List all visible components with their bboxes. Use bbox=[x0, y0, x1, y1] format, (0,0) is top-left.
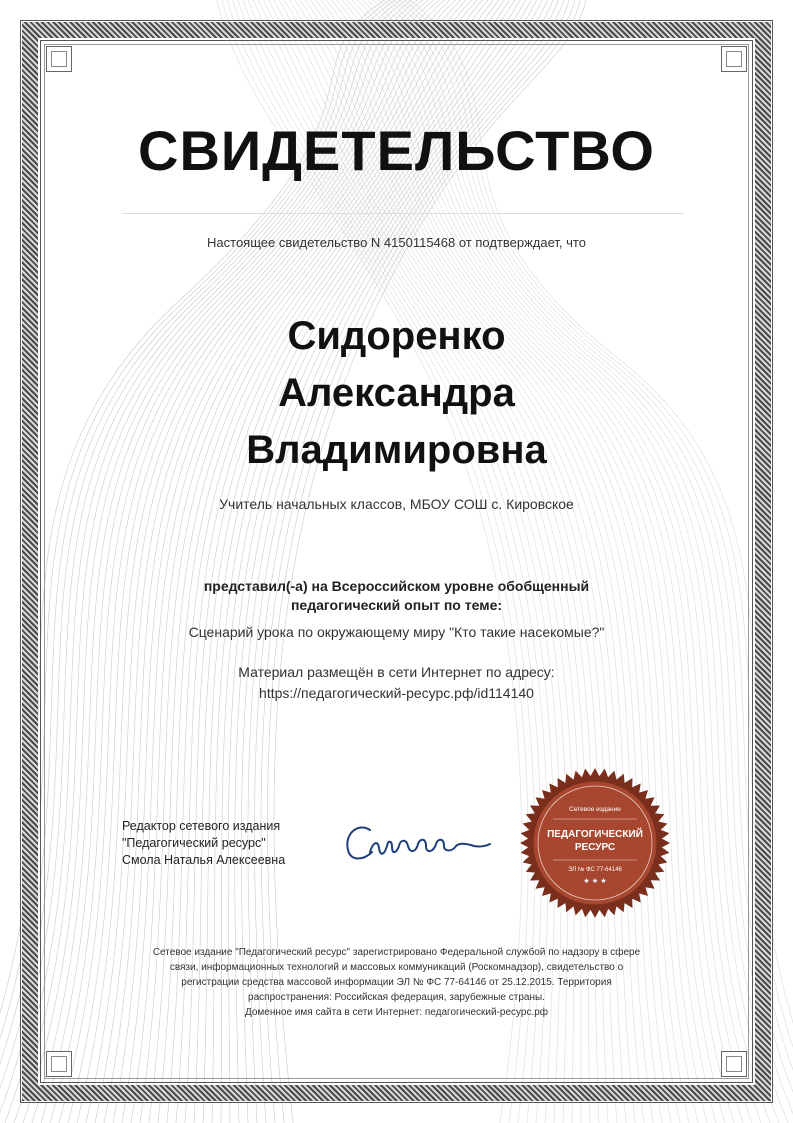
corner-ornament bbox=[721, 1051, 747, 1077]
certificate-title: СВИДЕТЕЛЬСТВО bbox=[138, 119, 655, 182]
achievement-lead bbox=[0, 577, 793, 615]
footer-line: Сетевое издание "Педагогический ресурс" зарегистрировано Федеральной службой по надзору в сфере bbox=[152, 947, 641, 958]
footer-line: регистрации средства массовой информации ЭЛ № ФС 77-64146 от 25.12.2015. Территория bbox=[181, 977, 612, 988]
footer-line: Доменное имя сайта в сети Интернет: педагогический-ресурс.рф bbox=[244, 1007, 549, 1018]
recipient-patronymic: Владимировна bbox=[246, 428, 547, 472]
publication-url: https://педагогический-ресурс.рф/id114140 bbox=[259, 685, 534, 701]
seal-title-line1: ПЕДАГОГИЧЕСКИЙ bbox=[547, 829, 643, 840]
editor-publication: "Педагогический ресурс" bbox=[122, 836, 266, 850]
seal-top-text: Сетевое издание bbox=[569, 806, 621, 813]
certificate-frame-inner-line bbox=[44, 44, 749, 1079]
publication-seal bbox=[519, 767, 671, 919]
corner-ornament bbox=[46, 46, 72, 72]
title-divider bbox=[122, 213, 684, 214]
publication-label: Материал размещён в сети Интернет по адресу: bbox=[238, 664, 555, 680]
editor-signature bbox=[340, 812, 500, 872]
certificate-intro: Настоящее свидетельство N 4150115468 от подтверждает, что bbox=[207, 235, 586, 250]
editor-name: Смола Наталья Алексеевна bbox=[122, 853, 286, 867]
footer-line: связи, информационных технологий и массовых коммуникаций (Роскомнадзор), свидетельство о bbox=[169, 962, 624, 973]
publication-info bbox=[0, 662, 793, 704]
editor-block bbox=[122, 818, 285, 869]
recipient-surname: Сидоренко bbox=[287, 314, 506, 358]
seal-reg-number: ЭЛ № ФС 77-64146 bbox=[568, 867, 622, 873]
achievement-lead-line: педагогический опыт по теме: bbox=[290, 597, 503, 613]
seal-stars: ★ ★ ★ bbox=[583, 877, 607, 885]
recipient-first-name: Александра bbox=[278, 371, 515, 415]
corner-ornament bbox=[721, 46, 747, 72]
editor-title: Редактор сетевого издания bbox=[122, 819, 281, 833]
achievement-lead-line: представил(-а) на Всероссийском уровне обобщенный bbox=[203, 578, 590, 594]
recipient-position: Учитель начальных классов, МБОУ СОШ с. Кировское bbox=[219, 496, 574, 512]
footer-line: распространения: Российская федерация, зарубежные страны. bbox=[248, 992, 545, 1003]
recipient-name bbox=[0, 308, 793, 479]
seal-title-line2: РЕСУРС bbox=[574, 842, 616, 853]
legal-footer bbox=[0, 945, 793, 1020]
corner-ornament bbox=[46, 1051, 72, 1077]
achievement-topic: Сценарий урока по окружающему миру "Кто такие насекомые?" bbox=[188, 624, 605, 640]
